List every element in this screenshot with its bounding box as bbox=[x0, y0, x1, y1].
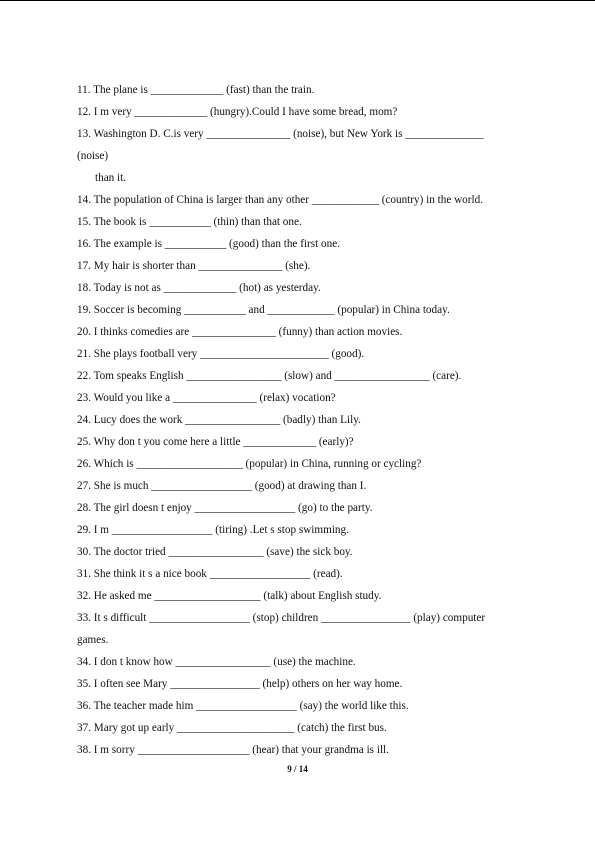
exercise-item-34: 34. I don t know how _________________ (use) the machine. bbox=[77, 656, 356, 668]
exercise-item-26: 26. Which is ___________________ (popular) in China, running or cycling? bbox=[77, 458, 422, 470]
exercise-item-12: 12. I m very _____________ (hungry).Could I have some bread, mom? bbox=[77, 106, 398, 118]
exercise-item-13-cont2: than it. bbox=[95, 172, 127, 184]
exercise-item-16: 16. The example is ___________ (good) than the first one. bbox=[77, 238, 340, 250]
exercise-item-23: 23. Would you like a _______________ (relax) vocation? bbox=[77, 392, 336, 404]
exercise-item-38: 38. I m sorry ____________________ (hear) that your grandma is ill. bbox=[77, 744, 389, 756]
exercise-item-11: 11. The plane is _____________ (fast) than the train. bbox=[77, 84, 315, 96]
exercise-item-30: 30. The doctor tried _________________ (save) the sick boy. bbox=[77, 546, 353, 558]
page-number: 9 / 14 bbox=[287, 764, 308, 774]
exercise-item-20: 20. I thinks comedies are _______________ (funny) than action movies. bbox=[77, 326, 403, 338]
exercise-item-13: 13. Washington D. C.is very _______________ (noise), but New York is ______________ bbox=[77, 128, 484, 140]
exercise-item-13-cont: (noise) bbox=[77, 150, 109, 162]
exercise-item-32: 32. He asked me ___________________ (talk) about English study. bbox=[77, 590, 382, 602]
exercise-list bbox=[77, 79, 547, 761]
exercise-item-19: 19. Soccer is becoming ___________ and ____________ (popular) in China today. bbox=[77, 304, 450, 316]
top-rule bbox=[0, 0, 595, 1]
exercise-item-36: 36. The teacher made him __________________ (say) the world like this. bbox=[77, 700, 409, 712]
exercise-item-35: 35. I often see Mary ________________ (help) others on her way home. bbox=[77, 678, 403, 690]
exercise-item-22: 22. Tom speaks English _________________ (slow) and _________________ (care). bbox=[77, 370, 462, 382]
exercise-item-31: 31. She think it s a nice book __________________ (read). bbox=[77, 568, 343, 580]
exercise-item-33-cont: games. bbox=[77, 634, 109, 646]
exercise-item-21: 21. She plays football very _______________________ (good). bbox=[77, 348, 365, 360]
exercise-item-37: 37. Mary got up early _____________________ (catch) the first bus. bbox=[77, 722, 387, 734]
exercise-item-24: 24. Lucy does the work _________________ (badly) than Lily. bbox=[77, 414, 361, 426]
exercise-item-15: 15. The book is ___________ (thin) than that one. bbox=[77, 216, 302, 228]
exercise-item-33: 33. It s difficult __________________ (stop) children ________________ (play) computer bbox=[77, 612, 486, 624]
exercise-item-14: 14. The population of China is larger than any other ____________ (country) in the world. bbox=[77, 194, 483, 206]
exercise-item-27: 27. She is much __________________ (good) at drawing than I. bbox=[77, 480, 367, 492]
exercise-item-29: 29. I m __________________ (tiring) .Let s stop swimming. bbox=[77, 524, 349, 536]
exercise-item-25: 25. Why don t you come here a little _____________ (early)? bbox=[77, 436, 354, 448]
exercise-item-18: 18. Today is not as _____________ (hot) as yesterday. bbox=[77, 282, 321, 294]
exercise-item-17: 17. My hair is shorter than _______________ (she). bbox=[77, 260, 311, 272]
exercise-item-28: 28. The girl doesn t enjoy __________________ (go) to the party. bbox=[77, 502, 373, 514]
